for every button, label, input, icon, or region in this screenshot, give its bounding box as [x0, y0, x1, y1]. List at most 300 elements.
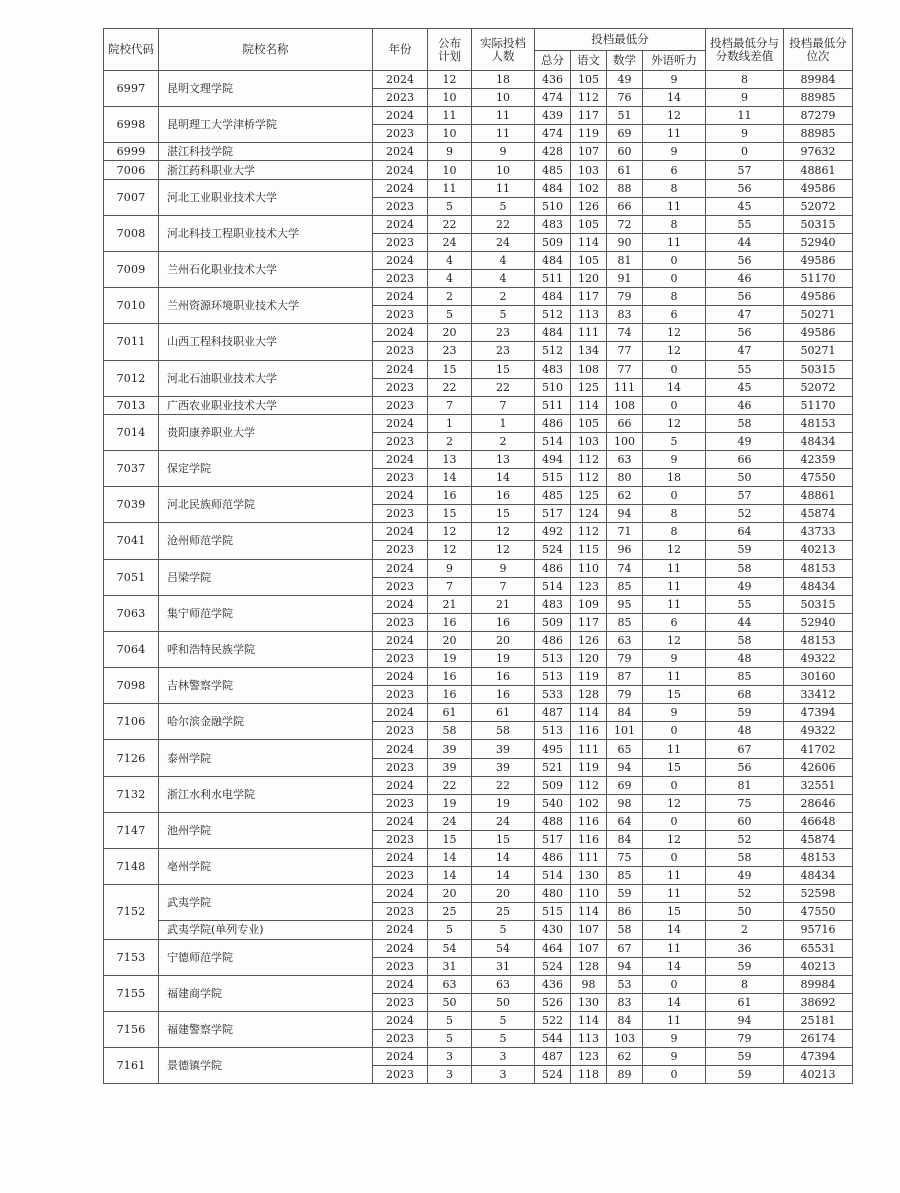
- cell-foreign: 0: [643, 251, 706, 269]
- cell-diff: 9: [706, 89, 784, 107]
- cell-year: 2023: [373, 794, 428, 812]
- cell-math: 111: [607, 378, 643, 396]
- cell-foreign: 11: [643, 1011, 706, 1029]
- cell-rank: 42606: [784, 758, 853, 776]
- cell-foreign: 12: [643, 107, 706, 125]
- cell-actual: 16: [472, 613, 535, 631]
- cell-math: 100: [607, 432, 643, 450]
- cell-plan: 10: [428, 125, 472, 143]
- cell-actual: 20: [472, 631, 535, 649]
- cell-year: 2024: [373, 179, 428, 197]
- cell-chinese: 112: [571, 776, 607, 794]
- cell-chinese: 128: [571, 686, 607, 704]
- cell-chinese: 116: [571, 812, 607, 830]
- cell-math: 69: [607, 776, 643, 794]
- school-name: 亳州学院: [159, 849, 373, 885]
- cell-chinese: 113: [571, 306, 607, 324]
- cell-chinese: 115: [571, 541, 607, 559]
- school-name: 湛江科技学院: [159, 143, 373, 161]
- cell-rank: 45874: [784, 830, 853, 848]
- cell-chinese: 116: [571, 722, 607, 740]
- cell-foreign: 14: [643, 921, 706, 939]
- table-row: [104, 975, 853, 993]
- cell-foreign: 11: [643, 197, 706, 215]
- school-name: 吕梁学院: [159, 559, 373, 595]
- cell-diff: 61: [706, 993, 784, 1011]
- cell-diff: 59: [706, 704, 784, 722]
- cell-chinese: 102: [571, 794, 607, 812]
- cell-chinese: 109: [571, 595, 607, 613]
- cell-rank: 40213: [784, 1066, 853, 1084]
- cell-plan: 13: [428, 450, 472, 468]
- cell-math: 81: [607, 251, 643, 269]
- cell-math: 83: [607, 993, 643, 1011]
- cell-total: 512: [535, 306, 571, 324]
- cell-diff: 45: [706, 378, 784, 396]
- cell-diff: 56: [706, 324, 784, 342]
- cell-plan: 2: [428, 288, 472, 306]
- cell-math: 69: [607, 125, 643, 143]
- school-name: 泰州学院: [159, 740, 373, 776]
- cell-foreign: 12: [643, 830, 706, 848]
- school-name: 浙江水利水电学院: [159, 776, 373, 812]
- cell-math: 103: [607, 1029, 643, 1047]
- cell-math: 63: [607, 450, 643, 468]
- cell-chinese: 119: [571, 668, 607, 686]
- cell-actual: 4: [472, 251, 535, 269]
- cell-chinese: 118: [571, 1066, 607, 1084]
- cell-foreign: 11: [643, 885, 706, 903]
- cell-math: 89: [607, 1066, 643, 1084]
- cell-actual: 14: [472, 849, 535, 867]
- cell-total: 492: [535, 523, 571, 541]
- cell-year: 2023: [373, 903, 428, 921]
- cell-year: 2023: [373, 867, 428, 885]
- cell-plan: 58: [428, 722, 472, 740]
- header-min-score: 投档最低分: [535, 29, 706, 51]
- cell-diff: 58: [706, 414, 784, 432]
- cell-foreign: 11: [643, 577, 706, 595]
- school-name: 福建商学院: [159, 975, 373, 1011]
- school-code: 6997: [104, 71, 159, 107]
- cell-rank: 89984: [784, 71, 853, 89]
- school-code: 7009: [104, 251, 159, 287]
- cell-chinese: 120: [571, 650, 607, 668]
- table-row: [104, 631, 853, 649]
- cell-foreign: 6: [643, 613, 706, 631]
- cell-total: 544: [535, 1029, 571, 1047]
- cell-total: 509: [535, 613, 571, 631]
- cell-rank: 50271: [784, 306, 853, 324]
- cell-year: 2023: [373, 306, 428, 324]
- cell-total: 428: [535, 143, 571, 161]
- cell-rank: 51170: [784, 396, 853, 414]
- cell-chinese: 125: [571, 487, 607, 505]
- school-code: 7011: [104, 324, 159, 360]
- cell-year: 2023: [373, 197, 428, 215]
- cell-plan: 50: [428, 993, 472, 1011]
- cell-math: 79: [607, 686, 643, 704]
- cell-math: 95: [607, 595, 643, 613]
- cell-year: 2023: [373, 89, 428, 107]
- cell-year: 2024: [373, 414, 428, 432]
- cell-total: 486: [535, 559, 571, 577]
- cell-foreign: 15: [643, 686, 706, 704]
- cell-actual: 39: [472, 740, 535, 758]
- cell-diff: 36: [706, 939, 784, 957]
- cell-total: 514: [535, 867, 571, 885]
- cell-year: 2023: [373, 342, 428, 360]
- cell-total: 512: [535, 342, 571, 360]
- cell-rank: 95716: [784, 921, 853, 939]
- cell-actual: 7: [472, 396, 535, 414]
- cell-math: 49: [607, 71, 643, 89]
- cell-year: 2023: [373, 378, 428, 396]
- cell-total: 494: [535, 450, 571, 468]
- cell-chinese: 111: [571, 324, 607, 342]
- cell-year: 2024: [373, 849, 428, 867]
- cell-actual: 15: [472, 505, 535, 523]
- cell-year: 2024: [373, 360, 428, 378]
- table-row: [104, 559, 853, 577]
- table-row: [104, 704, 853, 722]
- table-row: [104, 251, 853, 269]
- cell-chinese: 117: [571, 613, 607, 631]
- school-name: 池州学院: [159, 812, 373, 848]
- cell-actual: 2: [472, 432, 535, 450]
- cell-foreign: 0: [643, 270, 706, 288]
- cell-math: 96: [607, 541, 643, 559]
- cell-year: 2024: [373, 776, 428, 794]
- cell-plan: 22: [428, 215, 472, 233]
- cell-math: 85: [607, 867, 643, 885]
- cell-foreign: 0: [643, 975, 706, 993]
- table-row: [104, 812, 853, 830]
- cell-actual: 14: [472, 469, 535, 487]
- cell-plan: 5: [428, 1011, 472, 1029]
- table-row: [104, 107, 853, 125]
- cell-year: 2023: [373, 125, 428, 143]
- cell-total: 485: [535, 487, 571, 505]
- cell-math: 94: [607, 957, 643, 975]
- table-row: [104, 288, 853, 306]
- cell-diff: 58: [706, 559, 784, 577]
- cell-rank: 47394: [784, 1048, 853, 1066]
- school-code: 7013: [104, 396, 159, 414]
- cell-chinese: 130: [571, 993, 607, 1011]
- cell-diff: 8: [706, 71, 784, 89]
- cell-year: 2024: [373, 324, 428, 342]
- cell-rank: 52940: [784, 233, 853, 251]
- cell-plan: 63: [428, 975, 472, 993]
- school-code: 7106: [104, 704, 159, 740]
- cell-math: 53: [607, 975, 643, 993]
- cell-foreign: 14: [643, 993, 706, 1011]
- cell-math: 86: [607, 903, 643, 921]
- cell-year: 2024: [373, 1048, 428, 1066]
- cell-actual: 11: [472, 125, 535, 143]
- cell-chinese: 119: [571, 125, 607, 143]
- table-row: [104, 487, 853, 505]
- cell-foreign: 0: [643, 776, 706, 794]
- cell-math: 64: [607, 812, 643, 830]
- cell-foreign: 6: [643, 161, 706, 179]
- cell-foreign: 12: [643, 342, 706, 360]
- cell-rank: 49586: [784, 251, 853, 269]
- cell-foreign: 9: [643, 704, 706, 722]
- cell-math: 63: [607, 631, 643, 649]
- cell-rank: 87279: [784, 107, 853, 125]
- cell-total: 480: [535, 885, 571, 903]
- cell-diff: 44: [706, 613, 784, 631]
- cell-total: 430: [535, 921, 571, 939]
- table-row: [104, 71, 853, 89]
- cell-total: 439: [535, 107, 571, 125]
- cell-rank: 97632: [784, 143, 853, 161]
- cell-plan: 25: [428, 903, 472, 921]
- cell-actual: 5: [472, 1029, 535, 1047]
- school-name: 福建警察学院: [159, 1011, 373, 1047]
- cell-diff: 75: [706, 794, 784, 812]
- cell-actual: 12: [472, 523, 535, 541]
- school-code: 7007: [104, 179, 159, 215]
- cell-chinese: 124: [571, 505, 607, 523]
- cell-actual: 22: [472, 378, 535, 396]
- cell-foreign: 0: [643, 487, 706, 505]
- cell-actual: 3: [472, 1066, 535, 1084]
- cell-foreign: 0: [643, 722, 706, 740]
- school-code: 7012: [104, 360, 159, 396]
- cell-math: 66: [607, 414, 643, 432]
- cell-rank: 40213: [784, 957, 853, 975]
- cell-diff: 0: [706, 143, 784, 161]
- cell-foreign: 11: [643, 867, 706, 885]
- table-row: [104, 414, 853, 432]
- cell-total: 483: [535, 595, 571, 613]
- cell-year: 2023: [373, 650, 428, 668]
- cell-year: 2023: [373, 613, 428, 631]
- table-row: [104, 740, 853, 758]
- cell-rank: 49586: [784, 179, 853, 197]
- cell-foreign: 12: [643, 631, 706, 649]
- cell-year: 2024: [373, 975, 428, 993]
- cell-diff: 46: [706, 270, 784, 288]
- cell-actual: 23: [472, 342, 535, 360]
- cell-total: 540: [535, 794, 571, 812]
- cell-chinese: 105: [571, 215, 607, 233]
- header-code: 院校代码: [104, 29, 159, 71]
- school-code: 7148: [104, 849, 159, 885]
- cell-chinese: 123: [571, 1048, 607, 1066]
- cell-plan: 9: [428, 559, 472, 577]
- cell-total: 524: [535, 541, 571, 559]
- cell-year: 2024: [373, 595, 428, 613]
- cell-year: 2023: [373, 1029, 428, 1047]
- cell-chinese: 102: [571, 179, 607, 197]
- cell-rank: 41702: [784, 740, 853, 758]
- cell-actual: 54: [472, 939, 535, 957]
- cell-total: 509: [535, 233, 571, 251]
- school-name: 哈尔滨金融学院: [159, 704, 373, 740]
- cell-chinese: 123: [571, 577, 607, 595]
- cell-year: 2023: [373, 233, 428, 251]
- cell-math: 66: [607, 197, 643, 215]
- cell-foreign: 0: [643, 396, 706, 414]
- cell-foreign: 5: [643, 432, 706, 450]
- school-sub-name: 武夷学院(单列专业): [159, 921, 373, 939]
- cell-rank: 65531: [784, 939, 853, 957]
- cell-rank: 48861: [784, 487, 853, 505]
- cell-foreign: 0: [643, 1066, 706, 1084]
- cell-actual: 12: [472, 541, 535, 559]
- cell-chinese: 114: [571, 233, 607, 251]
- cell-actual: 5: [472, 306, 535, 324]
- cell-foreign: 15: [643, 758, 706, 776]
- cell-actual: 15: [472, 360, 535, 378]
- cell-math: 65: [607, 740, 643, 758]
- cell-actual: 18: [472, 71, 535, 89]
- school-code: 6999: [104, 143, 159, 161]
- cell-plan: 20: [428, 885, 472, 903]
- cell-diff: 59: [706, 541, 784, 559]
- table-row: [104, 450, 853, 468]
- cell-total: 436: [535, 71, 571, 89]
- cell-year: 2023: [373, 577, 428, 595]
- school-code: 7156: [104, 1011, 159, 1047]
- cell-rank: 50315: [784, 595, 853, 613]
- cell-actual: 2: [472, 288, 535, 306]
- cell-year: 2024: [373, 668, 428, 686]
- table-row: [104, 885, 853, 903]
- cell-plan: 5: [428, 197, 472, 215]
- cell-math: 51: [607, 107, 643, 125]
- cell-diff: 85: [706, 668, 784, 686]
- cell-plan: 12: [428, 523, 472, 541]
- cell-rank: 49586: [784, 324, 853, 342]
- cell-actual: 5: [472, 197, 535, 215]
- cell-plan: 23: [428, 342, 472, 360]
- cell-actual: 5: [472, 921, 535, 939]
- cell-diff: 66: [706, 450, 784, 468]
- cell-actual: 63: [472, 975, 535, 993]
- cell-diff: 48: [706, 650, 784, 668]
- cell-total: 484: [535, 288, 571, 306]
- cell-plan: 5: [428, 921, 472, 939]
- cell-total: 510: [535, 197, 571, 215]
- header-chinese: 语文: [571, 51, 607, 71]
- cell-actual: 5: [472, 1011, 535, 1029]
- school-name: 宁德师范学院: [159, 939, 373, 975]
- cell-math: 94: [607, 758, 643, 776]
- cell-plan: 7: [428, 577, 472, 595]
- school-code: 7063: [104, 595, 159, 631]
- cell-diff: 79: [706, 1029, 784, 1047]
- cell-rank: 52598: [784, 885, 853, 903]
- cell-plan: 3: [428, 1048, 472, 1066]
- cell-diff: 11: [706, 107, 784, 125]
- school-code: 7010: [104, 288, 159, 324]
- cell-math: 75: [607, 849, 643, 867]
- cell-year: 2023: [373, 469, 428, 487]
- cell-actual: 24: [472, 233, 535, 251]
- cell-rank: 32551: [784, 776, 853, 794]
- cell-actual: 1: [472, 414, 535, 432]
- cell-plan: 22: [428, 378, 472, 396]
- cell-year: 2023: [373, 541, 428, 559]
- cell-diff: 64: [706, 523, 784, 541]
- cell-plan: 16: [428, 686, 472, 704]
- cell-total: 511: [535, 270, 571, 288]
- table-row: [104, 523, 853, 541]
- cell-plan: 4: [428, 270, 472, 288]
- cell-actual: 19: [472, 650, 535, 668]
- cell-plan: 61: [428, 704, 472, 722]
- cell-foreign: 8: [643, 179, 706, 197]
- cell-diff: 56: [706, 251, 784, 269]
- cell-diff: 52: [706, 505, 784, 523]
- cell-rank: 26174: [784, 1029, 853, 1047]
- school-name: 保定学院: [159, 450, 373, 486]
- header-plan: 公布计划: [428, 29, 472, 71]
- cell-chinese: 116: [571, 830, 607, 848]
- table-row: [104, 143, 853, 161]
- cell-total: 522: [535, 1011, 571, 1029]
- cell-math: 91: [607, 270, 643, 288]
- cell-rank: 48434: [784, 577, 853, 595]
- cell-plan: 9: [428, 143, 472, 161]
- school-code: 7126: [104, 740, 159, 776]
- cell-total: 515: [535, 903, 571, 921]
- cell-diff: 55: [706, 360, 784, 378]
- cell-math: 79: [607, 288, 643, 306]
- cell-foreign: 8: [643, 505, 706, 523]
- cell-chinese: 107: [571, 143, 607, 161]
- school-name: 浙江药科职业大学: [159, 161, 373, 179]
- cell-rank: 48153: [784, 849, 853, 867]
- header-math: 数学: [607, 51, 643, 71]
- cell-diff: 52: [706, 830, 784, 848]
- cell-plan: 24: [428, 812, 472, 830]
- cell-rank: 88985: [784, 89, 853, 107]
- cell-plan: 15: [428, 505, 472, 523]
- cell-plan: 19: [428, 794, 472, 812]
- school-code: 7008: [104, 215, 159, 251]
- cell-actual: 16: [472, 668, 535, 686]
- cell-rank: 30160: [784, 668, 853, 686]
- cell-actual: 39: [472, 758, 535, 776]
- school-name: 广西农业职业技术大学: [159, 396, 373, 414]
- cell-rank: 48153: [784, 631, 853, 649]
- cell-total: 526: [535, 993, 571, 1011]
- cell-plan: 21: [428, 595, 472, 613]
- cell-math: 60: [607, 143, 643, 161]
- school-code: 7098: [104, 668, 159, 704]
- cell-math: 74: [607, 559, 643, 577]
- cell-plan: 22: [428, 776, 472, 794]
- cell-rank: 48153: [784, 414, 853, 432]
- school-code: 7155: [104, 975, 159, 1011]
- cell-plan: 3: [428, 1066, 472, 1084]
- cell-actual: 22: [472, 215, 535, 233]
- table-row: [104, 921, 853, 939]
- cell-year: 2023: [373, 993, 428, 1011]
- cell-year: 2024: [373, 161, 428, 179]
- cell-math: 62: [607, 487, 643, 505]
- cell-math: 87: [607, 668, 643, 686]
- cell-diff: 50: [706, 469, 784, 487]
- cell-math: 76: [607, 89, 643, 107]
- cell-rank: 52072: [784, 378, 853, 396]
